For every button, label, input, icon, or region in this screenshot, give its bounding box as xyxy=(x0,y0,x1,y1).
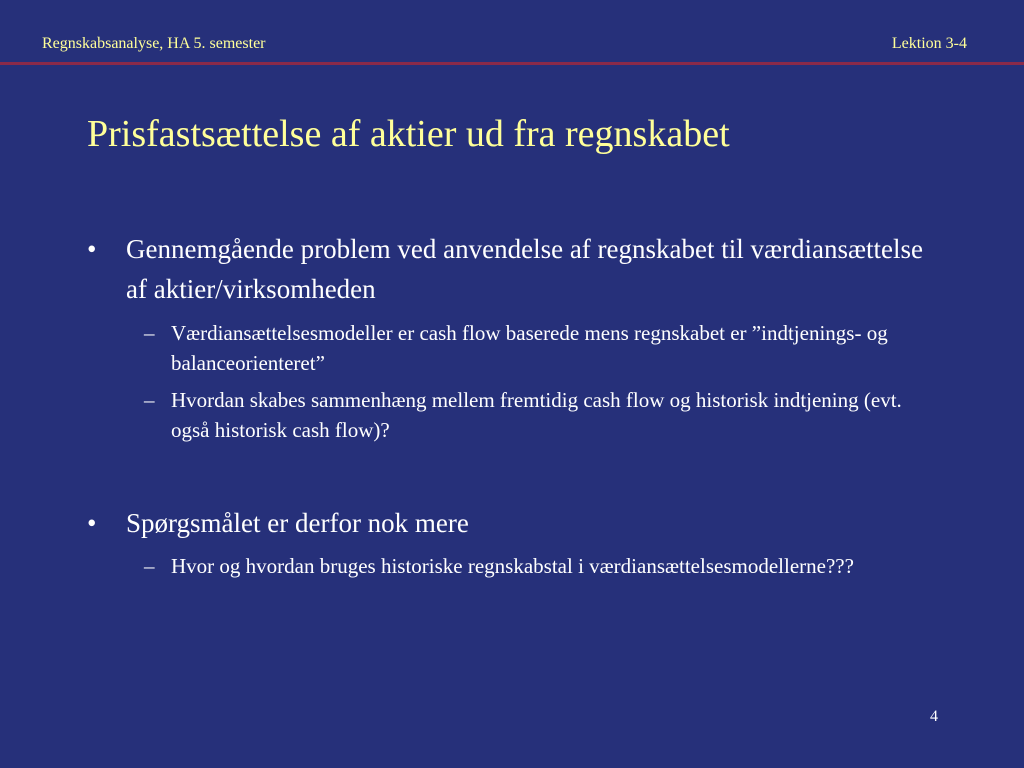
sub-bullet-marker: – xyxy=(144,554,155,578)
course-header: Regnskabsanalyse, HA 5. semester xyxy=(42,35,266,52)
bullet-marker: • xyxy=(87,508,97,538)
sub-bullet-item xyxy=(144,318,924,378)
bullet-marker: • xyxy=(87,234,97,264)
sub-bullet-marker: – xyxy=(144,388,155,412)
sub-bullet-text: Værdiansættelsesmodeller er cash flow baserede mens regnskabet er ”indtjenings- og balanceorienteret” xyxy=(171,321,888,375)
bullet-item xyxy=(87,503,947,543)
bullet-text: Gennemgående problem ved anvendelse af regnskabet til værdiansættelse af aktier/virksomheden xyxy=(126,234,923,304)
bullet-item xyxy=(87,229,947,309)
sub-bullet-item xyxy=(144,551,924,581)
sub-bullet-text: Hvor og hvordan bruges historiske regnskabstal i værdiansættelsesmodellerne??? xyxy=(171,554,854,578)
slide-title: Prisfastsættelse af aktier ud fra regnskabet xyxy=(87,113,730,155)
lecture-header: Lektion 3-4 xyxy=(891,35,967,52)
sub-bullet-marker: – xyxy=(144,321,155,345)
sub-bullet-item xyxy=(144,385,924,445)
page-number: 4 xyxy=(930,708,938,725)
sub-bullet-text: Hvordan skabes sammenhæng mellem fremtidig cash flow og historisk indtjening (evt. også historisk cash flow)? xyxy=(171,388,902,442)
bullet-text: Spørgsmålet er derfor nok mere xyxy=(126,508,469,538)
